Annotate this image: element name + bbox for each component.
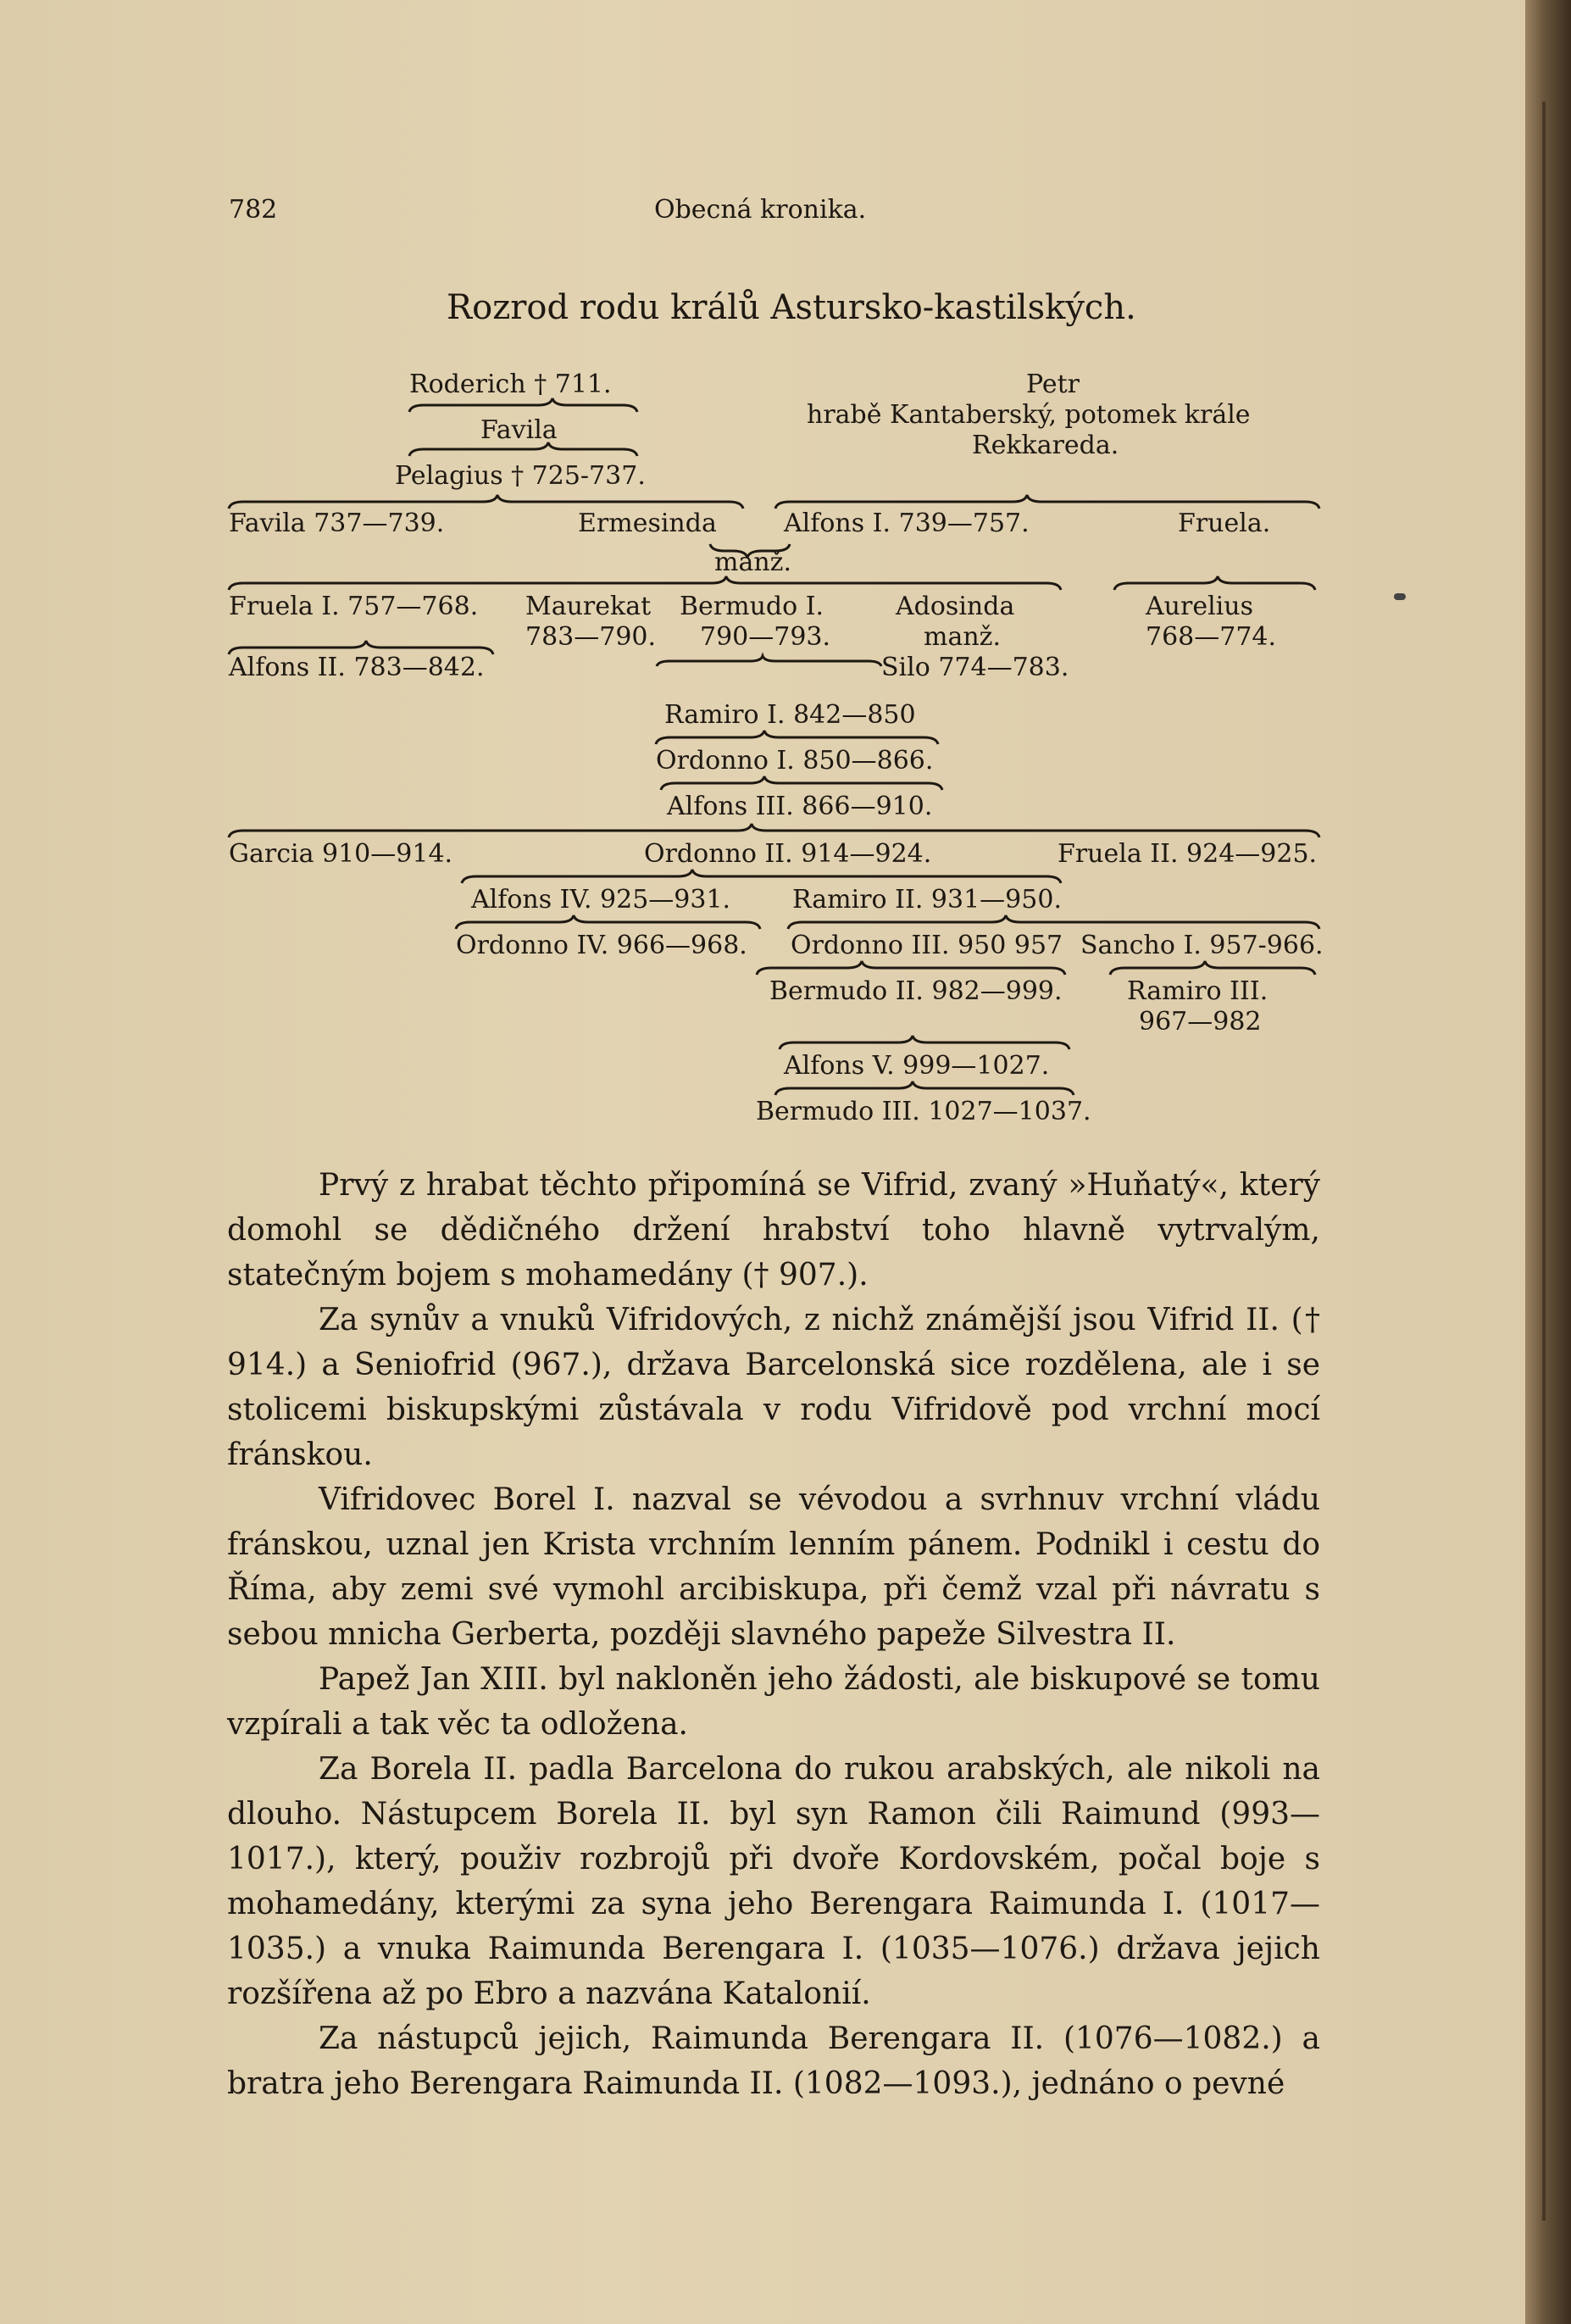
entry-fruela: Fruela. [1178, 509, 1271, 538]
entry-alfons-iii: Alfons III. 866—910. [667, 792, 933, 821]
paragraph: Za nástupců jejich, Raimunda Berengara II. (1076—1082.) a bratra jeho Berengara Raimunda II. (1082—1093.), jednáno o pevné [227, 2021, 1320, 2101]
entry-manz-1: manž. [714, 548, 791, 577]
entry-favila-737: Favila 737—739. [229, 509, 445, 538]
brace-fruela-children [1114, 576, 1315, 590]
entry-alfons-i: Alfons I. 739—757. [784, 509, 1030, 538]
entry-bermudo-ii: Bermudo II. 982—999. [769, 976, 1063, 1006]
brace-bermudo-ii-son [780, 1036, 1069, 1049]
paragraph: Za Borela II. padla Barcelona do rukou arabských, ale nikoli na dlouho. Nástupcem Borela II. byl syn Ramon čili Raimund (993—1017.), který, použiv rozbrojů při dvoře Kordovském, počal boje s mohamedány, kterými za syna jeho Berengara Raimunda I. (1017—1035.) a vnuka Raimunda Berengara I. (1035—1076.) država jejich rozšířena až po Ebro a nazvána Katalonií. [227, 1752, 1320, 2011]
entry-ramiro-iii: Ramiro III. [1127, 976, 1268, 1006]
entry-petr-desc2: Rekkareda. [972, 431, 1119, 460]
entry-aurelius: Aurelius [1146, 592, 1253, 621]
entry-silo: Silo 774—783. [881, 653, 1069, 682]
brace-alfons-iv-son [456, 915, 760, 929]
entry-bermudo-i: Bermudo I. [680, 592, 824, 621]
genealogy-braces [0, 0, 1525, 1153]
brace-manz [710, 544, 790, 558]
genealogy-title: Rozrod rodu králů Astursko-kastilských. [447, 288, 1136, 327]
entry-ordonno-ii: Ordonno II. 914—924. [644, 839, 932, 869]
brace-ramiro-i-son [656, 731, 938, 744]
brace-alfons-iii-sons [229, 824, 1319, 837]
paragraph: Papež Jan XIII. byl nakloněn jeho žádosti, ale biskupové se tomu vzpírali a tak věc ta odložena. [227, 1662, 1320, 1742]
body-text [227, 1163, 1320, 2106]
entry-roderich: Roderich † 711. [409, 370, 612, 399]
brace-ordonno-ii-sons [462, 870, 1061, 883]
entry-maurekat: Maurekat [525, 592, 652, 621]
brace-favila-pelagius [409, 442, 637, 456]
entry-bermudo-iii: Bermudo III. 1027—1037. [756, 1097, 1091, 1126]
brace-alfons-v-son [775, 1081, 1074, 1095]
brace-pelagius-row [229, 495, 743, 509]
entry-ordonno-iii: Ordonno III. 950 957 [791, 931, 1063, 960]
entry-petr: Petr [1026, 370, 1080, 399]
paragraph: Vifridovec Borel I. nazval se vévodou a svrhnuv vrchní vládu fránskou, uznal jen Krista vrchním lenním pánem. Podnikl i cestu do Říma, aby zemi své vymohl arcibiskupa, při čemž vzal při návratu s sebou mnicha Gerberta, později slavného papeže Silvestra II. [227, 1482, 1320, 1652]
entry-garcia: Garcia 910—914. [229, 839, 453, 869]
running-title: Obecná kronika. [654, 195, 867, 225]
page-number: 782 [229, 195, 278, 225]
entry-alfons-ii: Alfons II. 783—842. [229, 653, 485, 682]
page-edge [1525, 0, 1571, 2324]
entry-aurelius-years: 768—774. [1146, 622, 1277, 652]
entry-ramiro-i: Ramiro I. 842—850 [664, 700, 916, 730]
brace-alfons-i-children [229, 576, 1061, 590]
entry-ermesinda: Ermesinda [578, 509, 717, 538]
entry-ordonno-iv: Ordonno IV. 966—968. [456, 931, 747, 960]
entry-alfons-iv: Alfons IV. 925—931. [471, 885, 731, 915]
brace-roderich-favila [409, 398, 637, 412]
brace-petr-row [775, 495, 1319, 509]
brace-ordonno-i-son [661, 776, 942, 790]
brace-fruela-i-son [229, 641, 493, 654]
brace-ordonno-iii-son [757, 961, 1065, 975]
entry-pelagius: Pelagius † 725-737. [395, 461, 646, 491]
ink-mark [1394, 593, 1406, 600]
entry-bermudo-i-years: 790—793. [700, 622, 831, 652]
brace-bermudo-silo [657, 656, 881, 666]
entry-ramiro-iii-years: 967—982 [1139, 1007, 1262, 1037]
entry-fruela-ii: Fruela II. 924—925. [1058, 839, 1318, 869]
entry-fruela-i: Fruela I. 757—768. [229, 592, 479, 621]
brace-ramiro-ii-sons [788, 915, 1319, 929]
entry-ramiro-ii: Ramiro II. 931—950. [792, 885, 1062, 915]
entry-maurekat-years: 783—790. [525, 622, 657, 652]
entry-petr-desc1: hrabě Kantaberský, potomek krále [807, 400, 1251, 430]
paragraph: Za synův a vnuků Vifridových, z nichž známější jsou Vifrid II. († 914.) a Seniofrid (967.), država Barcelonská sice rozdělena, ale i se stolicemi biskupskými zůstávala v rodu Vifridově pod vrchní mocí fránskou. [227, 1303, 1320, 1472]
entry-sancho-i: Sancho I. 957-966. [1080, 931, 1324, 960]
brace-sancho-son [1110, 961, 1315, 975]
entry-alfons-v: Alfons V. 999—1027. [784, 1051, 1050, 1081]
entry-favila-top: Favila [480, 415, 558, 445]
binding-shadow [1542, 102, 1546, 2221]
entry-adosinda: Adosinda [896, 592, 1015, 621]
entry-manz-2: manž. [924, 622, 1001, 652]
entry-ordonno-i: Ordonno I. 850—866. [656, 746, 934, 776]
paragraph: Prvý z hrabat těchto připomíná se Vifrid, zvaný »Huňatý«, který domohl se dědičného držení hrabství toho hlavně vytrvalým, statečným bojem s mohamedány († 907.). [227, 1168, 1320, 1293]
